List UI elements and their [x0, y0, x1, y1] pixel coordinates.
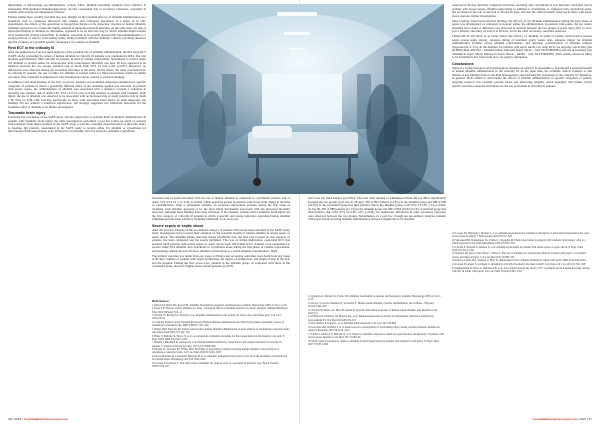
section-heading: Severe sepsis or septic shock [152, 223, 204, 228]
reference-item: 11 Quinlan GJ, Martin GS, Evans TW. Albumin: biochemical properties and therapeutic potential. Hepatology 2005;41:1211–1219 [308, 295, 442, 302]
left-folio: A8 | 2015 | hospitalpharmacyeurope.com [8, 417, 68, 421]
reference-item: 3 Vincent JL, Russell JA, Jacob M, et al. Albumin administration in the acutely ill: what is new and where next? Crit Care 2014;18:231 [152, 314, 281, 321]
right-folio: hospitalpharmacyeurope.com | 2015 | 57 [532, 417, 592, 421]
hospital-corridor-gurney-photo-icon [152, 4, 444, 194]
reference-item: 22 Delaney AP, Dan A, McCaffrey J, Finfer S. The role of albumin as a resuscitation fluid for patients with sepsis: a systematic review and meta-analysis. Crit Care Med 2011;39:386–391 [452, 252, 587, 259]
reference-item: 12 Arroyo V, Garcia-Martinez R, Salvatella X. Human serum albumin, systemic inflammation, and cirrhosis. J Hepatol 2014;61:396–407 [308, 301, 434, 308]
page-number: 57 [588, 417, 592, 421]
right-references-col1 [308, 295, 446, 413]
body-paragraph: Further RCTs will allow us to better dissect the efficacy of albumin, in terms of patient characteristics (severe sepsis versus septic shock), adequate timing of treatment (early versus late), adequate trigger for albumin administration (volume versus albumin replacement), and adequate concentrations of albumin solution (hyperoncotic 4–5%). At the moment, for patients with septic shock, two large RCTs are ongoing: one in Italy (the ALBIOS-BALANCED – Albumin Italian Outcome Septic Shock – trial; NCT03869385) and one in Germany (the Albumin in Septic Shock Therapy in Septic Shock – ARISS – trial; NCT03869385). Their results, which are likely to be available in few years from now, are eagerly anticipated. [452, 34, 592, 60]
reference-item: 7 Roberts I, Blackhall K, Alderson P, et al. Human albumin solution for resuscitation and volume expansion in critically ill patients. Cochrane Database Syst Rev 2011;(11):CD001208 [152, 341, 282, 348]
reference-item: 4 Cochrane Injuries Group Albumin Reviewers. Human albumin administration in critically ill patients: systematic review of randomised controlled trials. BMJ 1998;317:235–240 [152, 321, 285, 328]
reference-item: 19 Cooper DJ, Myburgh J, Heritier S, et al. Albumin resuscitation for traumatic brain injury: is intracranial hypertension the cause of increased mortality? J Neurotrauma 2013;30:512–518 [452, 232, 590, 239]
website-link[interactable]: hospitalpharmacyeurope.com [23, 417, 68, 421]
body-paragraph: After the post hoc analysis on the pre-defined category of patients with severe sepsis enrolled in the SAFE study, many investigators have focused their attention on the potential benefit of human albumin in severe sepsis or septic shock. The Albumin Italian Outcome Sepsis (ALBIOS) trial, the first trial focused on this category of patients, has been completed and the results published. This was an Italian multicentre, open-label RCT that enrolled 1818 patients with severe sepsis or septic shock from 100 Italian ICUs. Patients were randomised to receive either 20% albumin and crystalloids or crystalloids alone during the first phase of volume replacement, and targeting, during the next 28 days, albumin concentration to a serum albumin concentration ≥30g/L. [152, 227, 290, 253]
reference-item: 21 Caironi P, Tognoni G, Masson S, et al. Albumin replacement in patients with severe sepsis or septic shock. N Engl J Med 2014;370:1412–1421 [452, 245, 584, 252]
hospital-corridor-photo [152, 4, 444, 194]
references-heading: References [152, 300, 169, 303]
body-paragraph: The primary outcome was death from any cause at 28 days and secondary outcomes were death from any cause at 90 days, number of patients with organ dysfunction, the degree of dysfunction, and length of stay in the ICU and the hospital. During the first seven days, patients in the albumin group, as compared with those in the crystalloid group, showed a higher mean arterial pressure (p=0.03) [152, 253, 290, 269]
reference-item: 6 Finfer S, Bellomo R, Boyce N, et al. A comparison of albumin and saline for fluid resuscitation in the intensive care unit. N Engl J Med 2004;350:2247–2256 [152, 334, 285, 341]
reference-item: 16 Giacobbe DR, Di Bella S, et al. Risk factors for development of acute kidney injury during colistin treatment. Antimicrob Agents Chemother 2015;59:5216–5219 [308, 325, 440, 333]
year: 2015 [14, 417, 22, 421]
reference-item: 1 Dubois M, Mertz MJ, Rossi TM. Albumin: biochemical properties and therapeutic potential. Hepatology 2005;41:1211–1219 [152, 303, 287, 307]
body-paragraph: In addition to the main findings of the trial, a post hoc analysis on pre-defined subgroups identified two specific categories of patients in which a potentially different effect of the treatment applied was observed. In patients with severe sepsis, the administration of albumin was associated with a tendency towards a reduction in mortality rate (relative risk of death 0.87; 95% CI 0.74–1.02; p=0.09) whereas in patients with traumatic brain injury, the use of albumin was observed to be associated with an increased risk of death (relative risk of death 1.36; 95% CI 0.99–1.86; p=0.04), specifically in those with associated brain injury. In both subgroups, the findings did not achieve a statistical significance, but strongly suggested two important directions for the treatment effect of albumin to be further investigated. [8, 79, 146, 109]
body-paragraph: After the publication of several meta-analyses of the possible role of albumin administration, the first large RCT (SAFE study) evaluating the safety of human albumin in critically ill patients was concluded in 2004. The trial enrolled approximately 7000 critically ill patients, in need of volume replacement, randomised to receive either 4% albumin or normal saline for intravascular fluid resuscitation. Mortality rate after 28 days appeared to be identical between the two groups (relative risk of death 0.99; 95% CI 0.91–1.09; p=0.87). Moreover, no differences were observed among the secondary outcomes of the study. On the whole, the study concluded that, in critically ill patients, the use of either 4% albumin or normal saline for fluid resuscitation results in similar outcomes, thus originally hypothesised for the investigators and in contrast to previous findings. [8, 50, 146, 80]
right-column-2 [452, 4, 592, 229]
body-paragraph: impairment of macrophage pro-inflammatory actions. Thus, albumin-containing solutions were effective in attenuating POS-mediated immunosuppression, and the consequent risk of secondary infections, especially in patients with acutely-decompensated cirrhosis. [8, 4, 146, 15]
reference-item: 10 Caironi P, Gattinoni L. The clinical use of albumin: the point of view of a specialist in intensive care. Blood Transfus 2009;7:259–267 [152, 361, 279, 369]
reference-item: 20 Van Aken HK, Kampmeier TG, Ertmer C, Westphal M. Fluid resuscitation in patients with traumatic brain injury: what is a SAFE approach? Curr Opin Anaesthesiol 2012;25:563–565 [452, 238, 586, 245]
website-link[interactable]: hospitalpharmacyeurope.com [532, 417, 577, 421]
body-paragraph: There is a strong biological and physiological rationale on which it is reasonable to hypothesise a potential benefit of human albumin administration in the critically ill. At the same time, the available clinical evidence is still limited. A key limiting factor is the high heterogeneity characterising the population of the critically ill. Therefore, in general, RCTs aimed to characterise the effects of albumin administration in specific categories of patient, targeting research will certainly provide future and interesting insights, which hopefully will further clarify specific and more adequate indications for the use of albumin in critically ill patients. [452, 65, 592, 88]
reference-item: 17 Finfer S, McEvoy S, Bellomo R, et al. Impact of albumin compared to saline on organ function and mortality of patients with severe sepsis. Intensive Care Med 2011;37:86–96 [308, 332, 444, 339]
right-references-col2 [452, 232, 592, 413]
reference-item: 15 Del Giudice P, Pagani L, et al. Albumin binds endotoxin. Crit Care 2015;19:P82 [308, 322, 396, 326]
reference-item: 8 Vincent JL, Navickis RJ, Wilkes MM. Morbidity in hospitalized patients receiving human albumin: a meta-analysis of randomized, controlled trials. Crit Care Med 2004;32:2029–2038 [152, 348, 279, 355]
body-paragraph: More recently, based upon previous findings, the efficacy of 4% albumin administration during the early phase of sepsis was investigated, as compared to isotonic saline. Its administration, in patients with sepsis, did not reduce mortality and a trend of difference was observed in survival between the two groups at seven days (10% vs 12%, p=0.1 primary outcome), as well as at 28 days, nor in the other secondary outcomes observed. [452, 18, 592, 34]
body-paragraph: Following the conclusion of the SAFE study, and the observation of possible harm of albumin administration in patients with traumatic brain injury, the same investigators performed a post hoc follow-up study on patients with traumatic brain injury enrolled in the SAFE study to provide a detailed characterisation of the brain injury at baseline, 6th preterm, randomised in the SAFE study to receive either 4% albumin or crystalloids for intravascular fluid resuscitation, were followed for 24 months. Survival analysis confirmed a significant [8, 115, 146, 134]
page-number: A8 [8, 417, 12, 421]
reference-item: 25 Raghunathan K, Shaw A, Nathanson B, et al. Association between the choice of IV crystalloid and in-hospital mortality among critically ill adults with sepsis. Crit Care Med 2014;42:1585–1591 [452, 266, 590, 273]
reference-item: 5 Wilkes MM, Navickis RJ. Patient survival after human albumin administration. A meta-analysis of randomized, controlled trials. Ann Intern Med 2001;135:149–164 [152, 327, 290, 334]
body-paragraph: Further studies have recently provided also new insights on the potential efficacy of albumin administration as a beneficial 'tool' to counteract infections. Del Giudice and colleagues elucidated, in a series of in vitro experiments, the effects of the opposition to lipopolysaccharide on the molecular structure of human albumin. Albumin appeared to be a molecule highly resistant to lipopolysaccharide infection. At the same time, the link of lipopolysaccharide to albumin as chitosomes, appeared to be an effective way by which albumin might transfer local bactericidal activity meanwhile. In addition, Giacobbe et al recently showed that hypoalbuminaemia is a strong predictor of risk for acute kidney injury during treatment with the antibiotic colistin, providing therefore the first evidence of a possible specific 'inadequacy for colistin on albumin. [8, 15, 146, 44]
section-heading: First ECT in the critically ill [8, 46, 55, 51]
section-heading: Traumatic brain injury [8, 111, 46, 116]
reference-item: 13 Taverna M, Marie AL, Mira JP, Guidet B. Specific antioxidant properties of human serum albumin. Ann Intensive Care 2013;3:4 [308, 308, 438, 315]
reference-item: 2 Evans TW. Review article: albumin as a drug – biological effects of albumin unrelated to oncotic pressure. Aliment Pharmacol Ther 2002;16(Suppl 5):6–11 [152, 307, 288, 314]
reference-item: 23 Patel A, Laffan MA, Waheed U, Brett SJ. Randomised trials of human albumin for adults with sepsis. BMJ 2014;349:g4561 [452, 259, 587, 263]
reference-item: 24 Caironi P, Langer T, Gattinoni L. Albumin in critically ill patients: the ideal colloid? Curr Opin Crit Care 2015;21:302–308 [452, 262, 586, 266]
body-paragraph: increased risk of death associated with the use of human albumin as compared to crystalloids (relative risk of death 1.63; 95% CI 1.17–2.26; p=0.003), which appeared greater in patients with severe brain injury at the time of randomisation. After a subsequent analysis, an increased intracranial pressure during the first week of treatment with albumin appeared to be the most likely mechanism associated with the increased mortality observed. Although these findings have been criticised, at the moment, patients with a traumatic brain injury are the first category of critically ill patients in which a specific and strong indication regarding human albumin administration has been achieved, including ultimately a ban on its use. [152, 197, 290, 222]
section-heading: Conclusions [452, 61, 474, 66]
year: 2015 [579, 417, 587, 421]
reference-item: 18 SAFE Study Investigators. Saline or albumin for fluid resuscitation in patients with traumatic brain injury. N Engl J Med 2007;357:874–884 [308, 339, 439, 346]
reference-item: 14 O'Brien AJ, Fullerton JN, Massey KA, et al. Immunosuppression in acutely decompensated cirrhosis is mediated by prostaglandin E2. Nat Med 2014;20:518–523 [308, 315, 434, 322]
left-column-1 [8, 4, 146, 414]
reference-item: 9 Garcia-Martinez R, Caraceni P, Bernardi M, et al. Albumin: pathophysiologic basis of its role in the treatment of cirrhosis and its complications. Hepatology 2013;58:1836–1846 [152, 355, 287, 362]
left-references [152, 300, 290, 412]
body-paragraph: reduction in 90-day mortality compared with those receiving only crystalloids. It was therefore concluded that in patients with severe sepsis, albumin replacement in addition to crystalloids, as compared with crystalloids alone, did not improve the rate of survival at 28 and 90 days, and that the clinical benefit observed in those with septic shock warrants further investigation. [452, 4, 592, 18]
body-paragraph: and lower net fluid balance (p<0.001). The total daily amount of administered fluid did not differ significantly between the two groups (p=0.10). At 28 days, 285 of 895 patients (31.8%) in the albumin group and 288 of 900 (32.0%) in the crystalloid group had died (relative risk in the albumin group, 1.00; 95% CI 0.87–1.14; p=0.94). At day 90, 365 of 888 patients (41.1%) in the albumin group and 389 of 893 (43.6%) in the crystalloid group had died (relative risk, 0.94; 95% CI 0.85–1.05; p=0.29). No significant differences in other secondary outcomes were observed between the two groups. Nevertheless, in a post hoc, though not pre-defined, analysis, patients with septic shock receiving albumin administration showed a significant 6.5% absolute [308, 197, 446, 222]
right-column-1 [308, 197, 446, 297]
